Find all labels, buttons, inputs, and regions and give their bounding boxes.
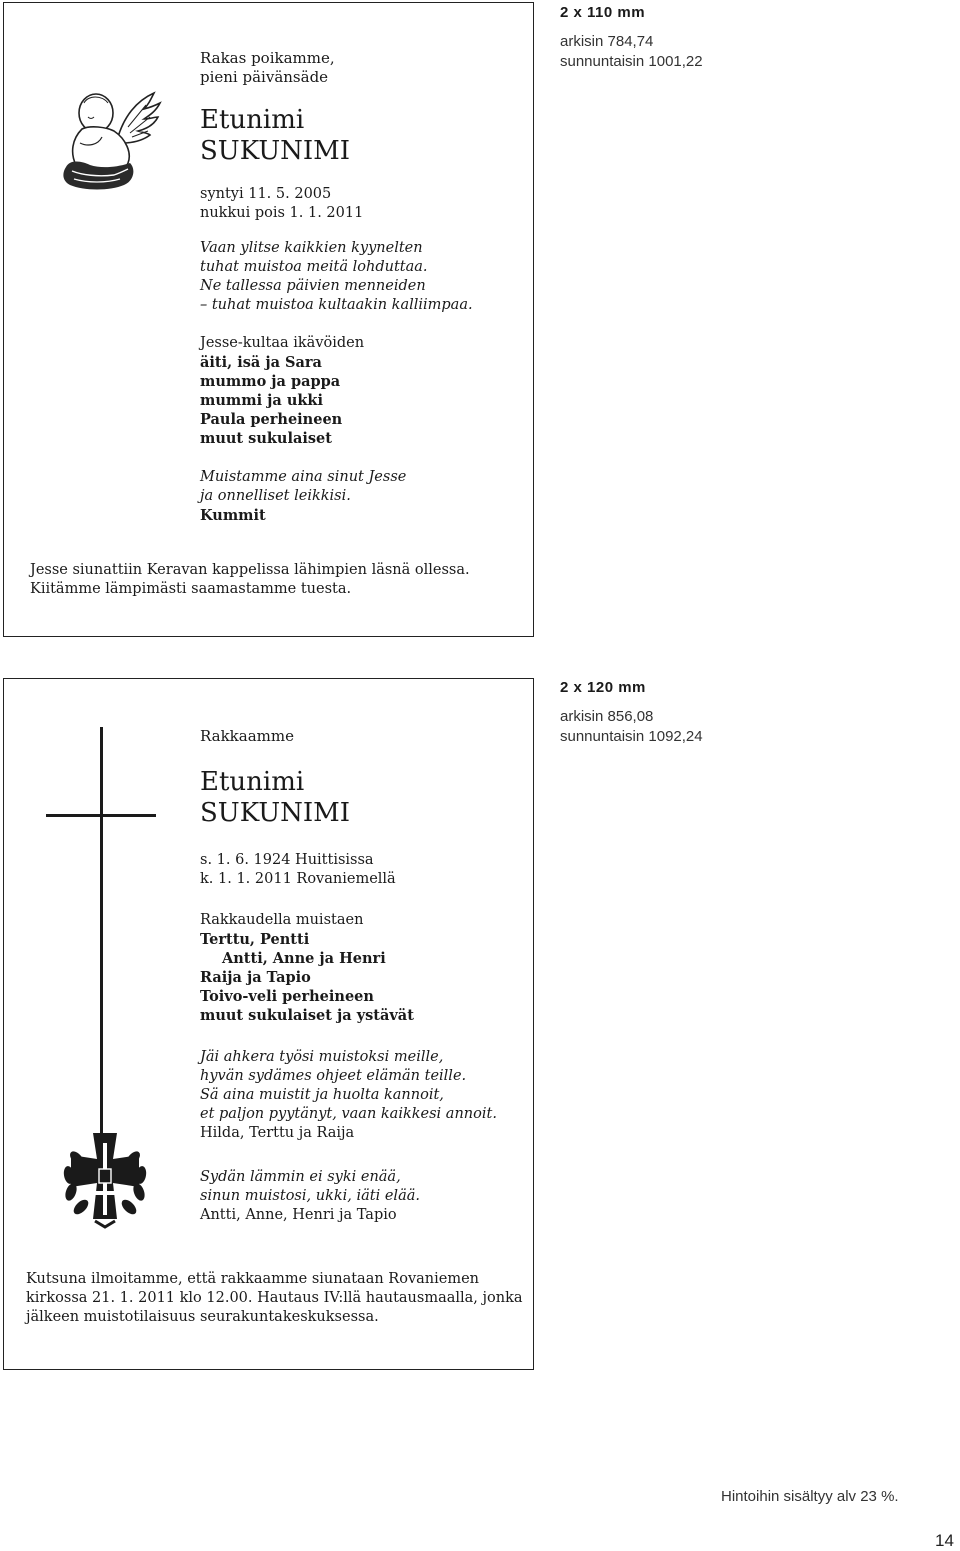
- mourners-list: Jesse-kultaa ikävöiden äiti, isä ja Sara mummo ja pappa mummi ja ukki Paula perheineen muut sukulaiset: [200, 335, 365, 447]
- ad2-size-label: 2 x 120 mm: [560, 679, 646, 696]
- cross-icon: [46, 727, 156, 1147]
- life-dates: s. 1. 6. 1924 Huittisissa k. 1. 1. 2011 Rovaniemellä: [200, 852, 396, 887]
- vat-note: Hintoihin sisältyy alv 23 %.: [721, 1488, 899, 1505]
- obituary-ad-1: [3, 2, 534, 637]
- life-dates: syntyi 11. 5. 2005 nukkui pois 1. 1. 2011: [200, 186, 364, 221]
- intro-text: Rakkaamme: [200, 727, 294, 745]
- ad2-prices: arkisin 856,08 sunnuntaisin 1092,24: [560, 708, 703, 745]
- deceased-name: Etunimi SUKUNIMI: [200, 767, 351, 828]
- memory-note: Muistamme aina sinut Jesse ja onnelliset leikkisi. Kummit: [200, 469, 407, 524]
- obituary-ad-2: [3, 678, 534, 1370]
- page-number: 14: [935, 1531, 954, 1550]
- poem-2: Sydän lämmin ei syki enää, sinun muistosi, ukki, iäti elää. Antti, Anne, Henri ja Tapio: [200, 1169, 420, 1223]
- closing-text: Kutsuna ilmoitamme, että rakkaamme siunataan Rovaniemen kirkossa 21. 1. 2011 klo 12.00. Hautaus IV:llä hautausmaalla, jonka jälkeen muistotilaisuus seurakuntakeskuksessa.: [26, 1271, 523, 1325]
- ad1-size-label: 2 x 110 mm: [560, 4, 646, 21]
- poem-1: Jäi ahkera työsi muistoksi meille, hyvän sydämes ohjeet elämän teille. Sä aina muistit ja huolta kannoit, et paljon pyytänyt, vaan kaikkesi annoit. Hilda, Terttu ja Raija: [200, 1049, 497, 1141]
- deceased-name: Etunimi SUKUNIMI: [200, 105, 351, 166]
- intro-text: Rakas poikamme, pieni päivänsäde: [200, 49, 335, 86]
- closing-text: Jesse siunattiin Keravan kappelissa lähimpien läsnä ollessa. Kiitämme lämpimästi saamastamme tuesta.: [30, 562, 470, 597]
- angel-child-illustration: [58, 87, 168, 192]
- mourners-list: Rakkaudella muistaen Terttu, Pentti Antti, Anne ja Henri Raija ja Tapio Toivo-veli perheineen muut sukulaiset ja ystävät: [200, 912, 414, 1024]
- veteran-cross-emblem: [59, 1129, 151, 1229]
- poem: Vaan ylitse kaikkien kyynelten tuhat muistoa meitä lohduttaa. Ne tallessa päivien menneiden – tuhat muistoa kultaakin kalliimpaa.: [200, 240, 473, 313]
- ad1-prices: arkisin 784,74 sunnuntaisin 1001,22: [560, 33, 703, 70]
